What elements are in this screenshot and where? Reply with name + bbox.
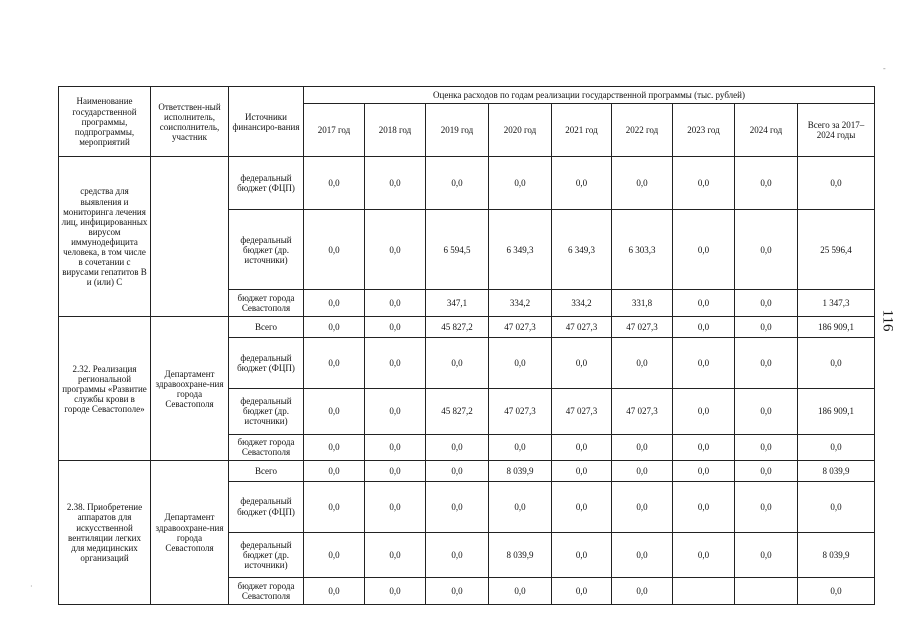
year-value-cell: 0,0 <box>489 578 552 605</box>
year-value-cell: 0,0 <box>426 532 489 578</box>
year-value-cell: 0,0 <box>612 337 673 388</box>
year-value-cell: 47 027,3 <box>612 388 673 434</box>
year-value-cell: 0,0 <box>304 388 365 434</box>
row-source-cell: бюджет города Севастополя <box>229 434 304 461</box>
year-value-cell: 0,0 <box>673 289 735 317</box>
header-year: 2017 год <box>304 104 365 157</box>
row-source-cell: федеральный бюджет (др. источники) <box>229 210 304 290</box>
header-responsible: Ответствен-ный исполнитель, соисполнитель, участник <box>151 87 229 157</box>
total-value-cell: 186 909,1 <box>798 388 875 434</box>
year-value-cell: 0,0 <box>365 388 426 434</box>
year-value-cell: 0,0 <box>552 434 612 461</box>
year-value-cell: 0,0 <box>304 337 365 388</box>
table-row <box>59 157 875 210</box>
header-year: 2018 год <box>365 104 426 157</box>
header-year: 2020 год <box>489 104 552 157</box>
year-value-cell: 334,2 <box>552 289 612 317</box>
year-value-cell: 0,0 <box>735 157 798 210</box>
year-value-cell: 45 827,2 <box>426 317 489 337</box>
year-value-cell: 0,0 <box>612 461 673 481</box>
year-value-cell: 0,0 <box>304 317 365 337</box>
year-value-cell: 0,0 <box>612 481 673 532</box>
row-source-cell: федеральный бюджет (ФЦП) <box>229 337 304 388</box>
row-responsible-cell <box>151 157 229 317</box>
year-value-cell: 0,0 <box>304 157 365 210</box>
year-value-cell: 0,0 <box>304 481 365 532</box>
row-source-cell: федеральный бюджет (ФЦП) <box>229 157 304 210</box>
year-value-cell: 0,0 <box>304 434 365 461</box>
year-value-cell: 0,0 <box>673 461 735 481</box>
budget-table <box>58 86 875 605</box>
year-value-cell: 0,0 <box>365 532 426 578</box>
year-value-cell: 0,0 <box>735 210 798 290</box>
header-total: Всего за 2017–2024 годы <box>798 104 875 157</box>
year-value-cell: 8 039,9 <box>489 532 552 578</box>
year-value-cell: 0,0 <box>552 337 612 388</box>
total-value-cell: 1 347,3 <box>798 289 875 317</box>
year-value-cell: 0,0 <box>489 434 552 461</box>
year-value-cell: 0,0 <box>426 434 489 461</box>
year-value-cell: 0,0 <box>365 434 426 461</box>
year-value-cell: 8 039,9 <box>489 461 552 481</box>
year-value-cell: 0,0 <box>304 289 365 317</box>
year-value-cell: 47 027,3 <box>552 317 612 337</box>
total-value-cell: 0,0 <box>798 337 875 388</box>
total-value-cell: 25 596,4 <box>798 210 875 290</box>
year-value-cell: 0,0 <box>365 481 426 532</box>
table-row <box>59 317 875 337</box>
year-value-cell: 0,0 <box>304 461 365 481</box>
year-value-cell: 0,0 <box>735 388 798 434</box>
row-responsible-cell: Департамент здравоохране-ния города Севастополя <box>151 317 229 461</box>
year-value-cell: 347,1 <box>426 289 489 317</box>
year-value-cell: 0,0 <box>735 481 798 532</box>
year-value-cell: 0,0 <box>489 337 552 388</box>
year-value-cell: 47 027,3 <box>612 317 673 337</box>
year-value-cell <box>673 578 735 605</box>
row-name-cell: 2.32. Реализация региональной программы «Развитие службы крови в городе Севастополе» <box>59 317 151 461</box>
total-value-cell: 0,0 <box>798 578 875 605</box>
year-value-cell: 0,0 <box>426 337 489 388</box>
row-source-cell: федеральный бюджет (др. источники) <box>229 388 304 434</box>
year-value-cell: 0,0 <box>426 481 489 532</box>
header-year: 2022 год <box>612 104 673 157</box>
row-source-cell: федеральный бюджет (ФЦП) <box>229 481 304 532</box>
year-value-cell: 0,0 <box>673 317 735 337</box>
row-source-cell: бюджет города Севастополя <box>229 578 304 605</box>
row-source-cell: бюджет города Севастополя <box>229 289 304 317</box>
year-value-cell: 0,0 <box>365 461 426 481</box>
row-source-cell: Всего <box>229 461 304 481</box>
year-value-cell: 0,0 <box>612 578 673 605</box>
year-value-cell: 0,0 <box>489 157 552 210</box>
year-value-cell: 0,0 <box>365 578 426 605</box>
year-value-cell: 0,0 <box>426 461 489 481</box>
total-value-cell: 186 909,1 <box>798 317 875 337</box>
year-value-cell: 0,0 <box>673 210 735 290</box>
year-value-cell: 0,0 <box>365 157 426 210</box>
year-value-cell <box>735 578 798 605</box>
row-source-cell: Всего <box>229 317 304 337</box>
year-value-cell: 0,0 <box>612 157 673 210</box>
year-value-cell: 47 027,3 <box>552 388 612 434</box>
year-value-cell: 0,0 <box>735 461 798 481</box>
year-value-cell: 6 349,3 <box>489 210 552 290</box>
year-value-cell: 0,0 <box>552 578 612 605</box>
year-value-cell: 0,0 <box>552 461 612 481</box>
table-row <box>59 461 875 481</box>
year-value-cell: 331,8 <box>612 289 673 317</box>
scan-mark: · <box>30 582 33 591</box>
year-value-cell: 0,0 <box>612 434 673 461</box>
total-value-cell: 8 039,9 <box>798 532 875 578</box>
year-value-cell: 0,0 <box>552 532 612 578</box>
year-value-cell: 0,0 <box>673 337 735 388</box>
year-value-cell: 0,0 <box>304 210 365 290</box>
row-responsible-cell: Департамент здравоохране-ния города Севастополя <box>151 461 229 605</box>
year-value-cell: 0,0 <box>735 337 798 388</box>
year-value-cell: 0,0 <box>735 317 798 337</box>
row-name-cell: средства для выявления и мониторинга лечения лиц, инфицированных вирусом иммунодефицита человека, в том числе в сочетании с вирусами гепатитов В и (или) С <box>59 157 151 317</box>
header-year: 2024 год <box>735 104 798 157</box>
year-value-cell: 0,0 <box>365 337 426 388</box>
header-estimate: Оценка расходов по годам реализации государственной программы (тыс. рублей) <box>304 87 875 104</box>
header-year: 2023 год <box>673 104 735 157</box>
year-value-cell: 6 349,3 <box>552 210 612 290</box>
header-year: 2021 год <box>552 104 612 157</box>
scan-mark: - <box>883 64 886 73</box>
total-value-cell: 8 039,9 <box>798 461 875 481</box>
total-value-cell: 0,0 <box>798 481 875 532</box>
year-value-cell: 334,2 <box>489 289 552 317</box>
year-value-cell: 47 027,3 <box>489 388 552 434</box>
year-value-cell: 0,0 <box>365 289 426 317</box>
row-source-cell: федеральный бюджет (др. источники) <box>229 532 304 578</box>
year-value-cell: 0,0 <box>673 434 735 461</box>
header-year: 2019 год <box>426 104 489 157</box>
year-value-cell: 6 594,5 <box>426 210 489 290</box>
year-value-cell: 0,0 <box>426 578 489 605</box>
year-value-cell: 0,0 <box>673 157 735 210</box>
year-value-cell: 0,0 <box>304 532 365 578</box>
year-value-cell: 0,0 <box>365 317 426 337</box>
page-number: 116 <box>879 309 896 332</box>
year-value-cell: 45 827,2 <box>426 388 489 434</box>
year-value-cell: 0,0 <box>673 532 735 578</box>
table-body <box>59 157 875 605</box>
year-value-cell: 0,0 <box>552 481 612 532</box>
year-value-cell: 0,0 <box>365 210 426 290</box>
year-value-cell: 0,0 <box>426 157 489 210</box>
year-value-cell: 0,0 <box>489 481 552 532</box>
total-value-cell: 0,0 <box>798 157 875 210</box>
year-value-cell: 0,0 <box>552 157 612 210</box>
row-name-cell: 2.38. Приобретение аппаратов для искусственной вентиляции легких для медицинских организаций <box>59 461 151 605</box>
year-value-cell: 6 303,3 <box>612 210 673 290</box>
header-source: Источники финансиро-вания <box>229 87 304 157</box>
header-name: Наименование государственной программы, подпрограммы, мероприятий <box>59 87 151 157</box>
year-value-cell: 0,0 <box>673 481 735 532</box>
year-value-cell: 0,0 <box>612 532 673 578</box>
year-value-cell: 0,0 <box>673 388 735 434</box>
year-value-cell: 0,0 <box>735 532 798 578</box>
year-value-cell: 47 027,3 <box>489 317 552 337</box>
year-value-cell: 0,0 <box>735 434 798 461</box>
total-value-cell: 0,0 <box>798 434 875 461</box>
year-value-cell: 0,0 <box>735 289 798 317</box>
year-value-cell: 0,0 <box>304 578 365 605</box>
